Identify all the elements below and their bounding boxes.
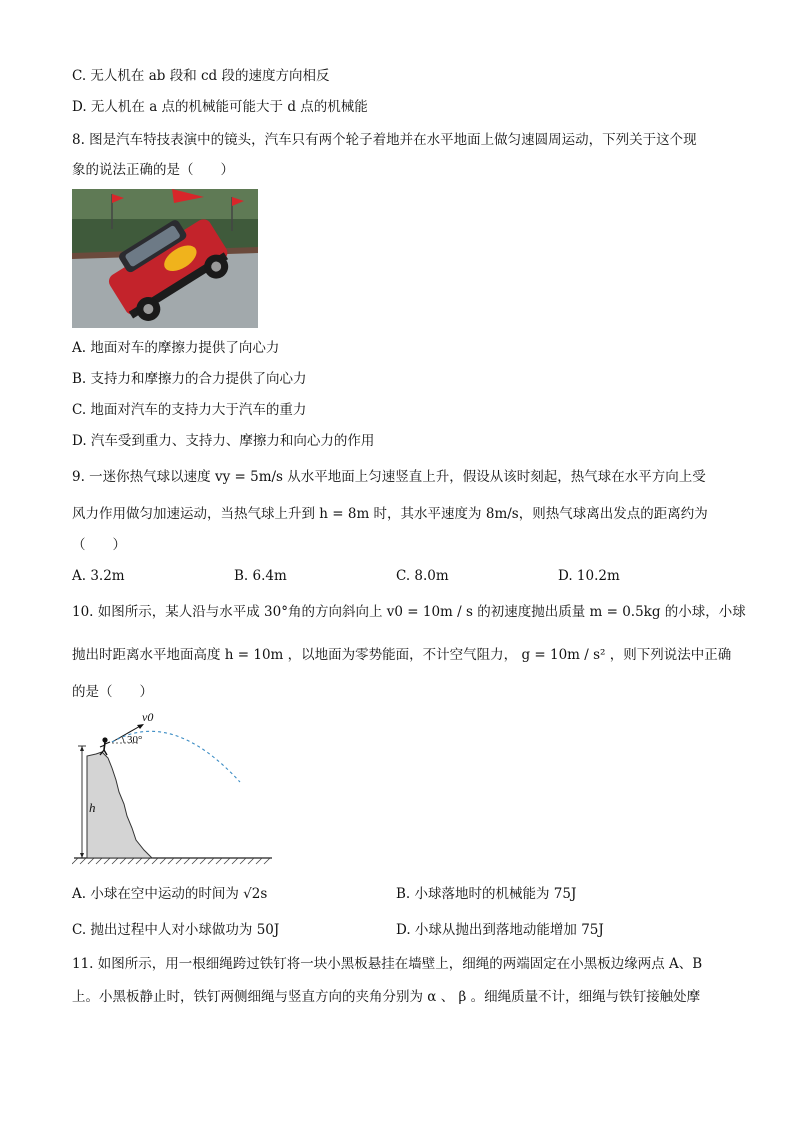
q11-stem-line2: 上。小黑板静止时，铁钉两侧细绳与竖直方向的夹角分别为 α 、 β 。细绳质量不计，细绳与铁钉接触处摩 [72, 989, 701, 1005]
q8-stem-line1: 8. 图是汽车特技表演中的镜头，汽车只有两个轮子着地并在水平地面上做匀速圆周运动，下列关于这个现 [72, 132, 697, 148]
q10-cliff-figure [72, 708, 277, 866]
ground-hatching [72, 858, 270, 864]
stunt-car-illustration [72, 189, 258, 328]
q10-option-a: A. 小球在空中运动的时间为 √2s [72, 886, 268, 902]
thrower-figure [100, 737, 110, 755]
height-label: h [89, 800, 96, 815]
stunt-car-photo [72, 189, 258, 328]
q9-stem-line3: （ ） [72, 537, 126, 553]
q11-stem-line1: 11. 如图所示，用一根细绳跨过铁钉将一块小黑板悬挂在墙壁上，细绳的两端固定在小黑板边缘两点 A、B [72, 956, 703, 972]
angle-label: 30° [127, 734, 143, 746]
q8-stem-line2: 象的说法正确的是（ ） [72, 162, 234, 178]
q10-option-b: B. 小球落地时的机械能为 75J [396, 886, 577, 902]
q8-option-d: D. 汽车受到重力、支持力、摩擦力和向心力的作用 [72, 433, 375, 449]
q9-stem-line1: 9. 一迷你热气球以速度 vy = 5m/s 从水平地面上匀速竖直上升，假设从该时刻起，热气球在水平方向上受 [72, 469, 706, 485]
q10-stem-line3: 的是（ ） [72, 684, 153, 700]
q10-option-c: C. 抛出过程中人对小球做功为 50J [72, 922, 280, 938]
q10-option-d: D. 小球从抛出到落地动能增加 75J [396, 922, 604, 938]
q7-option-c: C. 无人机在 ab 段和 cd 段的速度方向相反 [72, 68, 330, 84]
q9-option-a: A. 3.2m [72, 568, 125, 584]
cliff-shape [87, 752, 152, 858]
v0-label: v0 [142, 710, 154, 724]
q10-stem-line2: 抛出时距离水平地面高度 h = 10m ，以地面为零势能面，不计空气阻力， g = 10m / s² ，则下列说法中正确 [72, 647, 732, 663]
q10-stem-line1: 10. 如图所示，某人沿与水平成 30°角的方向斜向上 v0 = 10m / s 的初速度抛出质量 m = 0.5kg 的小球，小球 [72, 604, 746, 620]
q9-option-b: B. 6.4m [234, 568, 287, 584]
q9-stem-line2: 风力作用做匀加速运动，当热气球上升到 h = 8m 时，其水平速度为 8m/s，则热气球离出发点的距离约为 [72, 506, 708, 522]
q8-option-b: B. 支持力和摩擦力的合力提供了向心力 [72, 371, 307, 387]
q8-option-c: C. 地面对汽车的支持力大于汽车的重力 [72, 402, 307, 418]
q8-option-a: A. 地面对车的摩擦力提供了向心力 [72, 340, 280, 356]
q9-option-d: D. 10.2m [558, 568, 620, 584]
q7-option-d: D. 无人机在 a 点的机械能可能大于 d 点的机械能 [72, 99, 368, 115]
q9-option-c: C. 8.0m [396, 568, 449, 584]
